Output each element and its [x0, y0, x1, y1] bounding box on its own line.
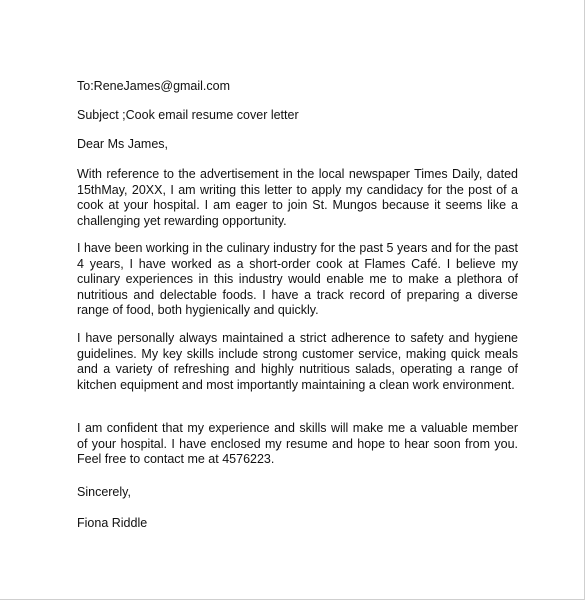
- closing: Sincerely,: [77, 485, 131, 499]
- recipient-line: To:ReneJames@gmail.com: [77, 79, 231, 93]
- salutation: Dear Ms James,: [77, 137, 168, 151]
- signature-name: Fiona Riddle: [77, 516, 148, 530]
- subject-line: Subject ;Cook email resume cover letter: [77, 108, 299, 122]
- paragraph-2: I have been working in the culinary industry for the past 5 years and for the past 4 years, I have worked as a short-order cook at Flames Café. I believe my culinary experiences in this industry would enable me to make a plethora of nutritious and delectable foods. I have a track record of preparing a diverse range of food, both hygienically and quickly.: [77, 241, 518, 317]
- paragraph-3: I have personally always maintained a strict adherence to safety and hygiene guidelines. My key skills include strong customer service, making quick meals and a variety of refreshing and highly nutritious salads, operating a range of kitchen equipment and most importantly maintaining a clean work environment.: [77, 331, 518, 392]
- paragraph-4: I am confident that my experience and skills will make me a valuable member of your hospital. I have enclosed my resume and hope to hear soon from you. Feel free to contact me at 4576223.: [77, 421, 518, 466]
- paragraph-1: With reference to the advertisement in the local newspaper Times Daily, dated 15thMay, 20XX, I am writing this letter to apply my candidacy for the post of a cook at your hospital. I am eager to join St. Mungos because it seems like a challenging yet rewarding opportunity.: [77, 167, 518, 228]
